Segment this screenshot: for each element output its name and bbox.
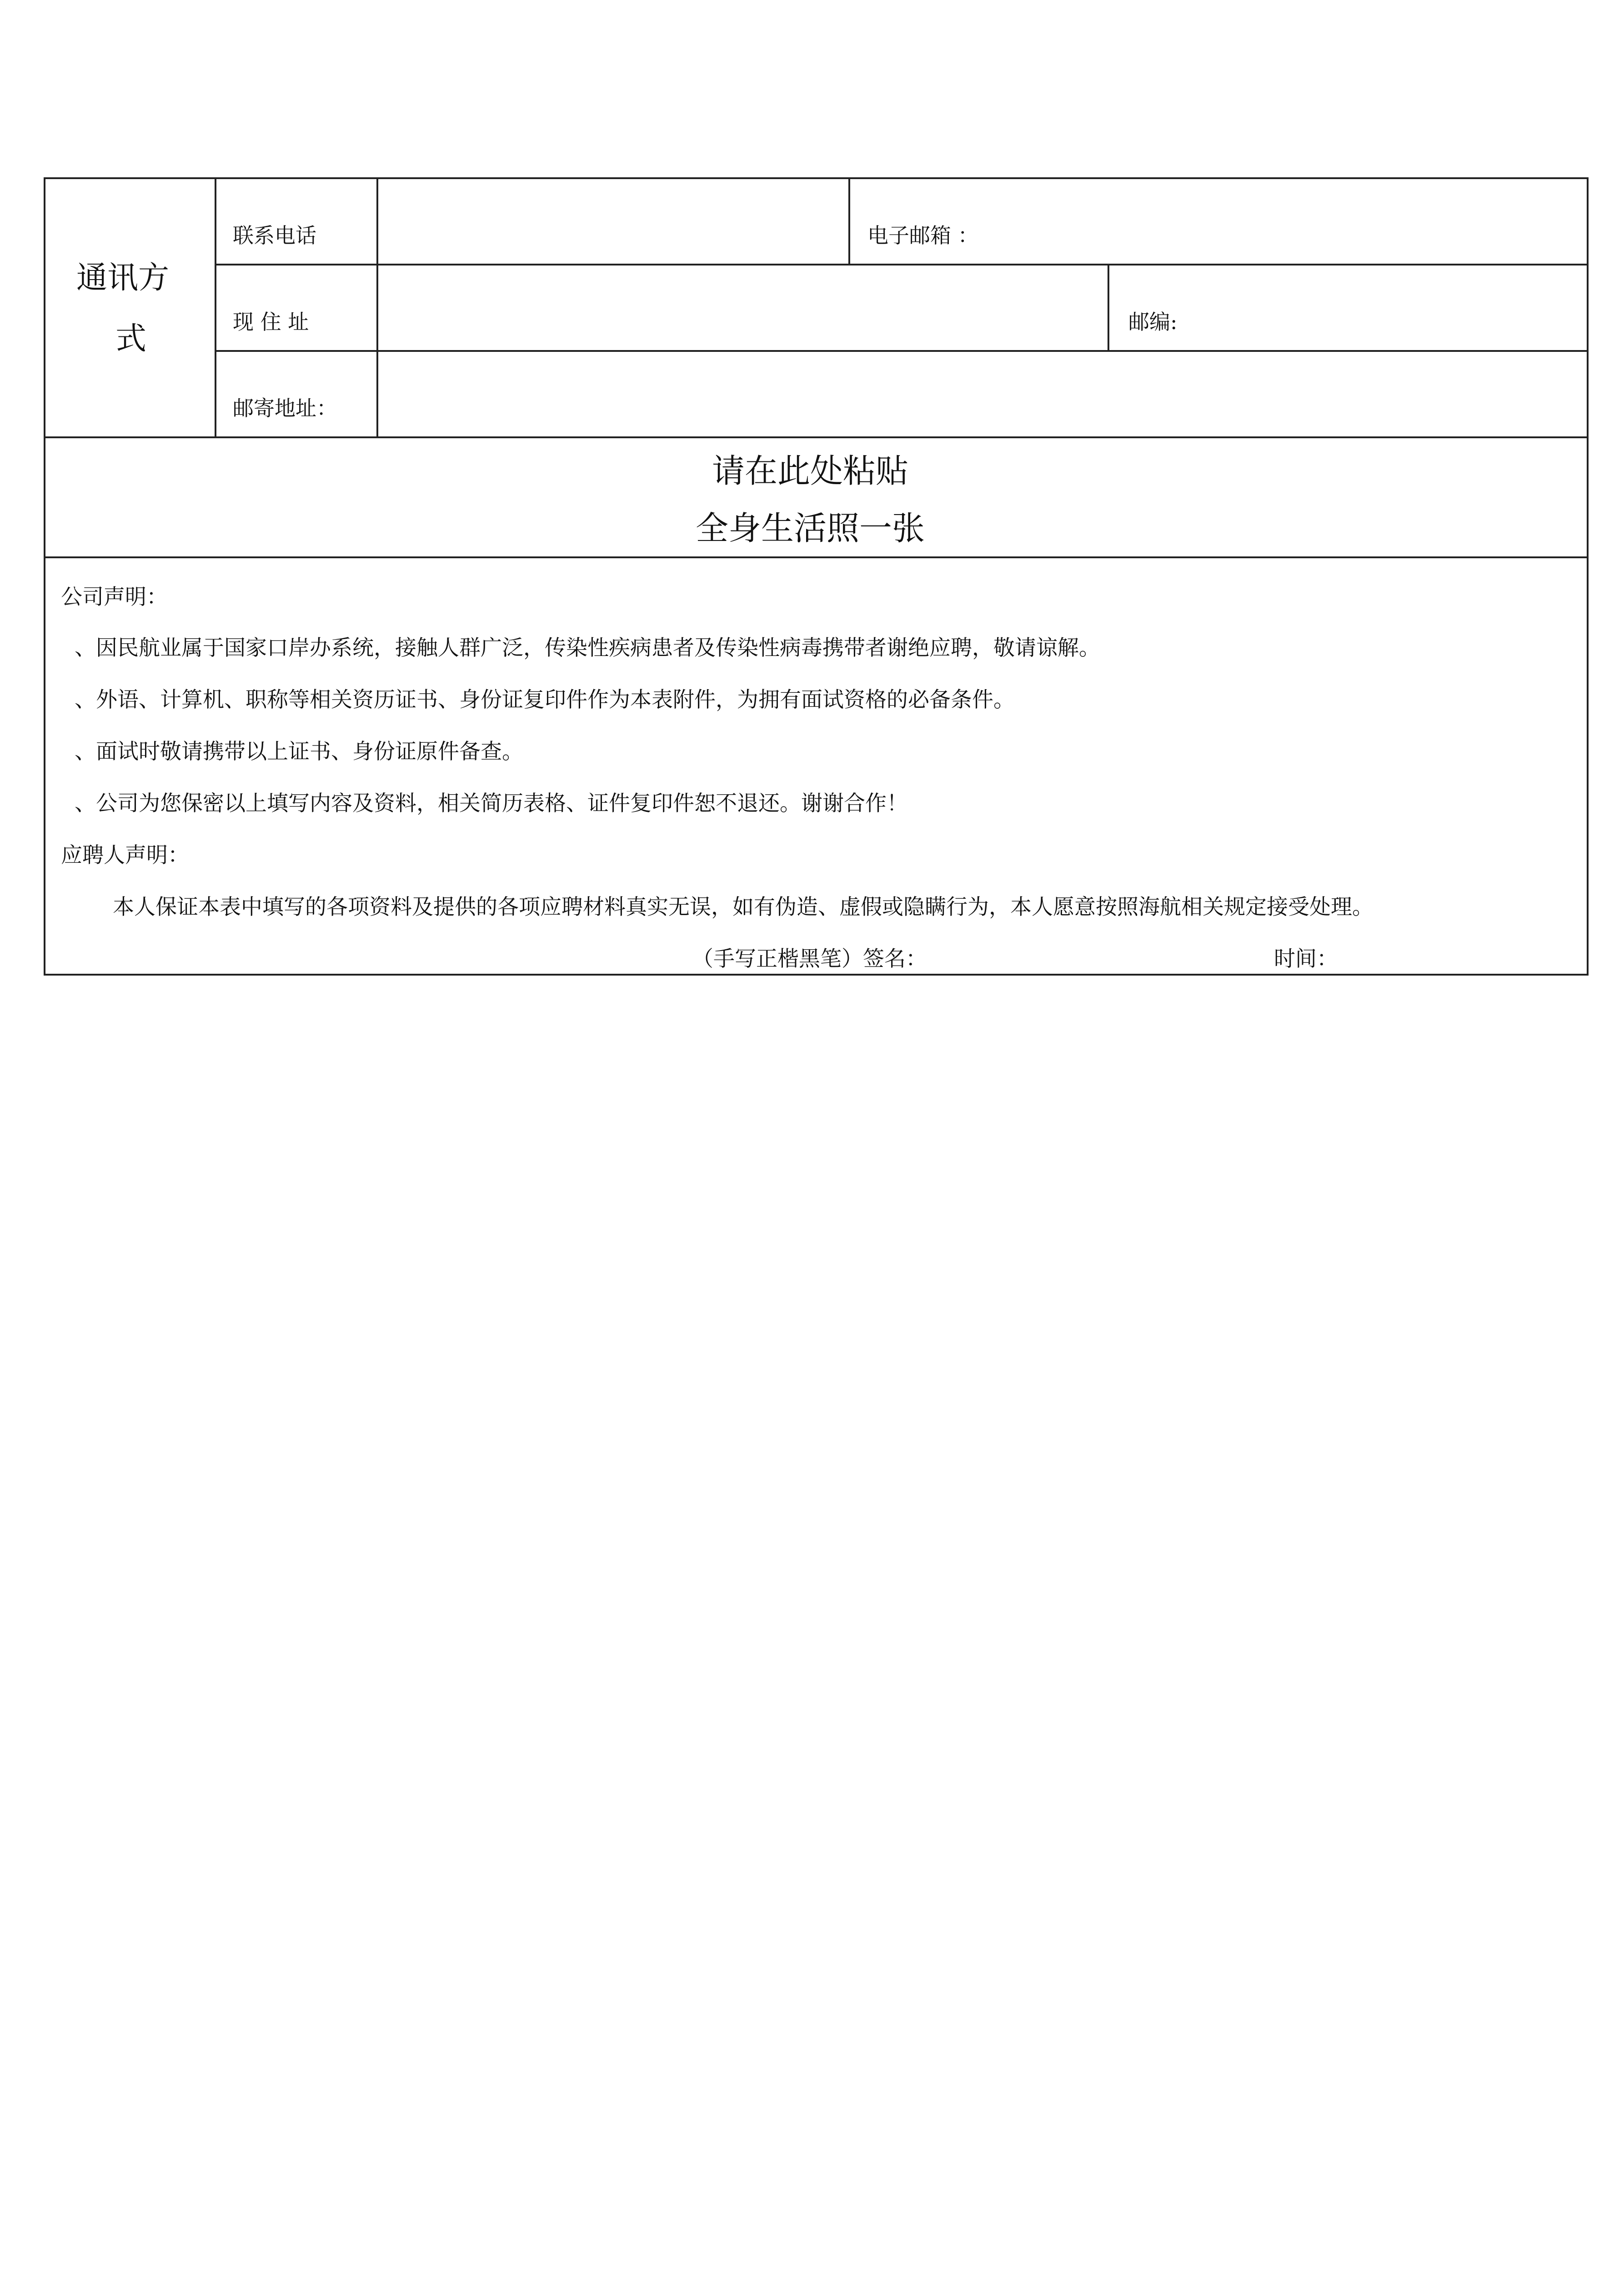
company-statement-title: 公司声明：	[61, 585, 168, 610]
photo-instruction-line1: 请在此处粘贴	[712, 452, 909, 490]
signature-label: （手写正楷黑笔）签名：	[692, 946, 927, 971]
applicant-statement-body: 本人保证本表中填写的各项资料及提供的各项应聘材料真实无误，如有伪造、虚假或隐瞒行为，本人愿意按照海航相关规定接受处理。	[113, 895, 1373, 920]
address-label: 现 住 址	[233, 310, 309, 334]
phone-label: 联系电话	[233, 223, 316, 248]
company-statement-item-4: 、公司为您保密以上填写内容及资料，相关简历表格、证件复印件恕不退还。谢谢合作！	[75, 791, 908, 816]
signature-field[interactable]	[941, 943, 1259, 973]
email-label: 电子邮箱 ：	[867, 223, 979, 248]
mailing-address-field[interactable]	[378, 352, 1587, 436]
email-field[interactable]	[987, 179, 1587, 264]
mailing-address-label: 邮寄地址：	[233, 396, 337, 421]
email-column-divider	[848, 177, 850, 265]
table-left-border	[44, 177, 45, 976]
header-column-divider	[215, 177, 216, 438]
table-right-border	[1587, 177, 1589, 976]
phone-field[interactable]	[378, 179, 848, 264]
company-statement-item-1: 、因民航业属于国家口岸办系统，接触人群广泛，传染性疾病患者及传染性病毒携带者谢绝应聘，敬请谅解。	[75, 636, 1100, 661]
contact-section-header-line1: 通讯方	[76, 260, 170, 296]
postcode-field[interactable]	[1200, 265, 1587, 350]
postcode-label: 邮编:	[1128, 310, 1178, 334]
time-label: 时间：	[1274, 946, 1338, 971]
company-statement-item-3: 、面试时敬请携带以上证书、身份证原件备查。	[75, 739, 523, 764]
address-field[interactable]	[378, 265, 1108, 350]
applicant-statement-title: 应聘人声明：	[61, 843, 189, 868]
postcode-column-divider	[1108, 264, 1109, 352]
time-field[interactable]	[1341, 943, 1582, 973]
company-statement-item-2: 、外语、计算机、职称等相关资历证书、身份证复印件作为本表附件，为拥有面试资格的必备条件。	[75, 687, 1015, 712]
table-bottom-border	[44, 974, 1589, 976]
photo-instruction-line2: 全身生活照一张	[696, 509, 925, 547]
photo-section-bottom-border	[44, 556, 1589, 558]
contact-section-header-line2: 式	[115, 321, 147, 357]
